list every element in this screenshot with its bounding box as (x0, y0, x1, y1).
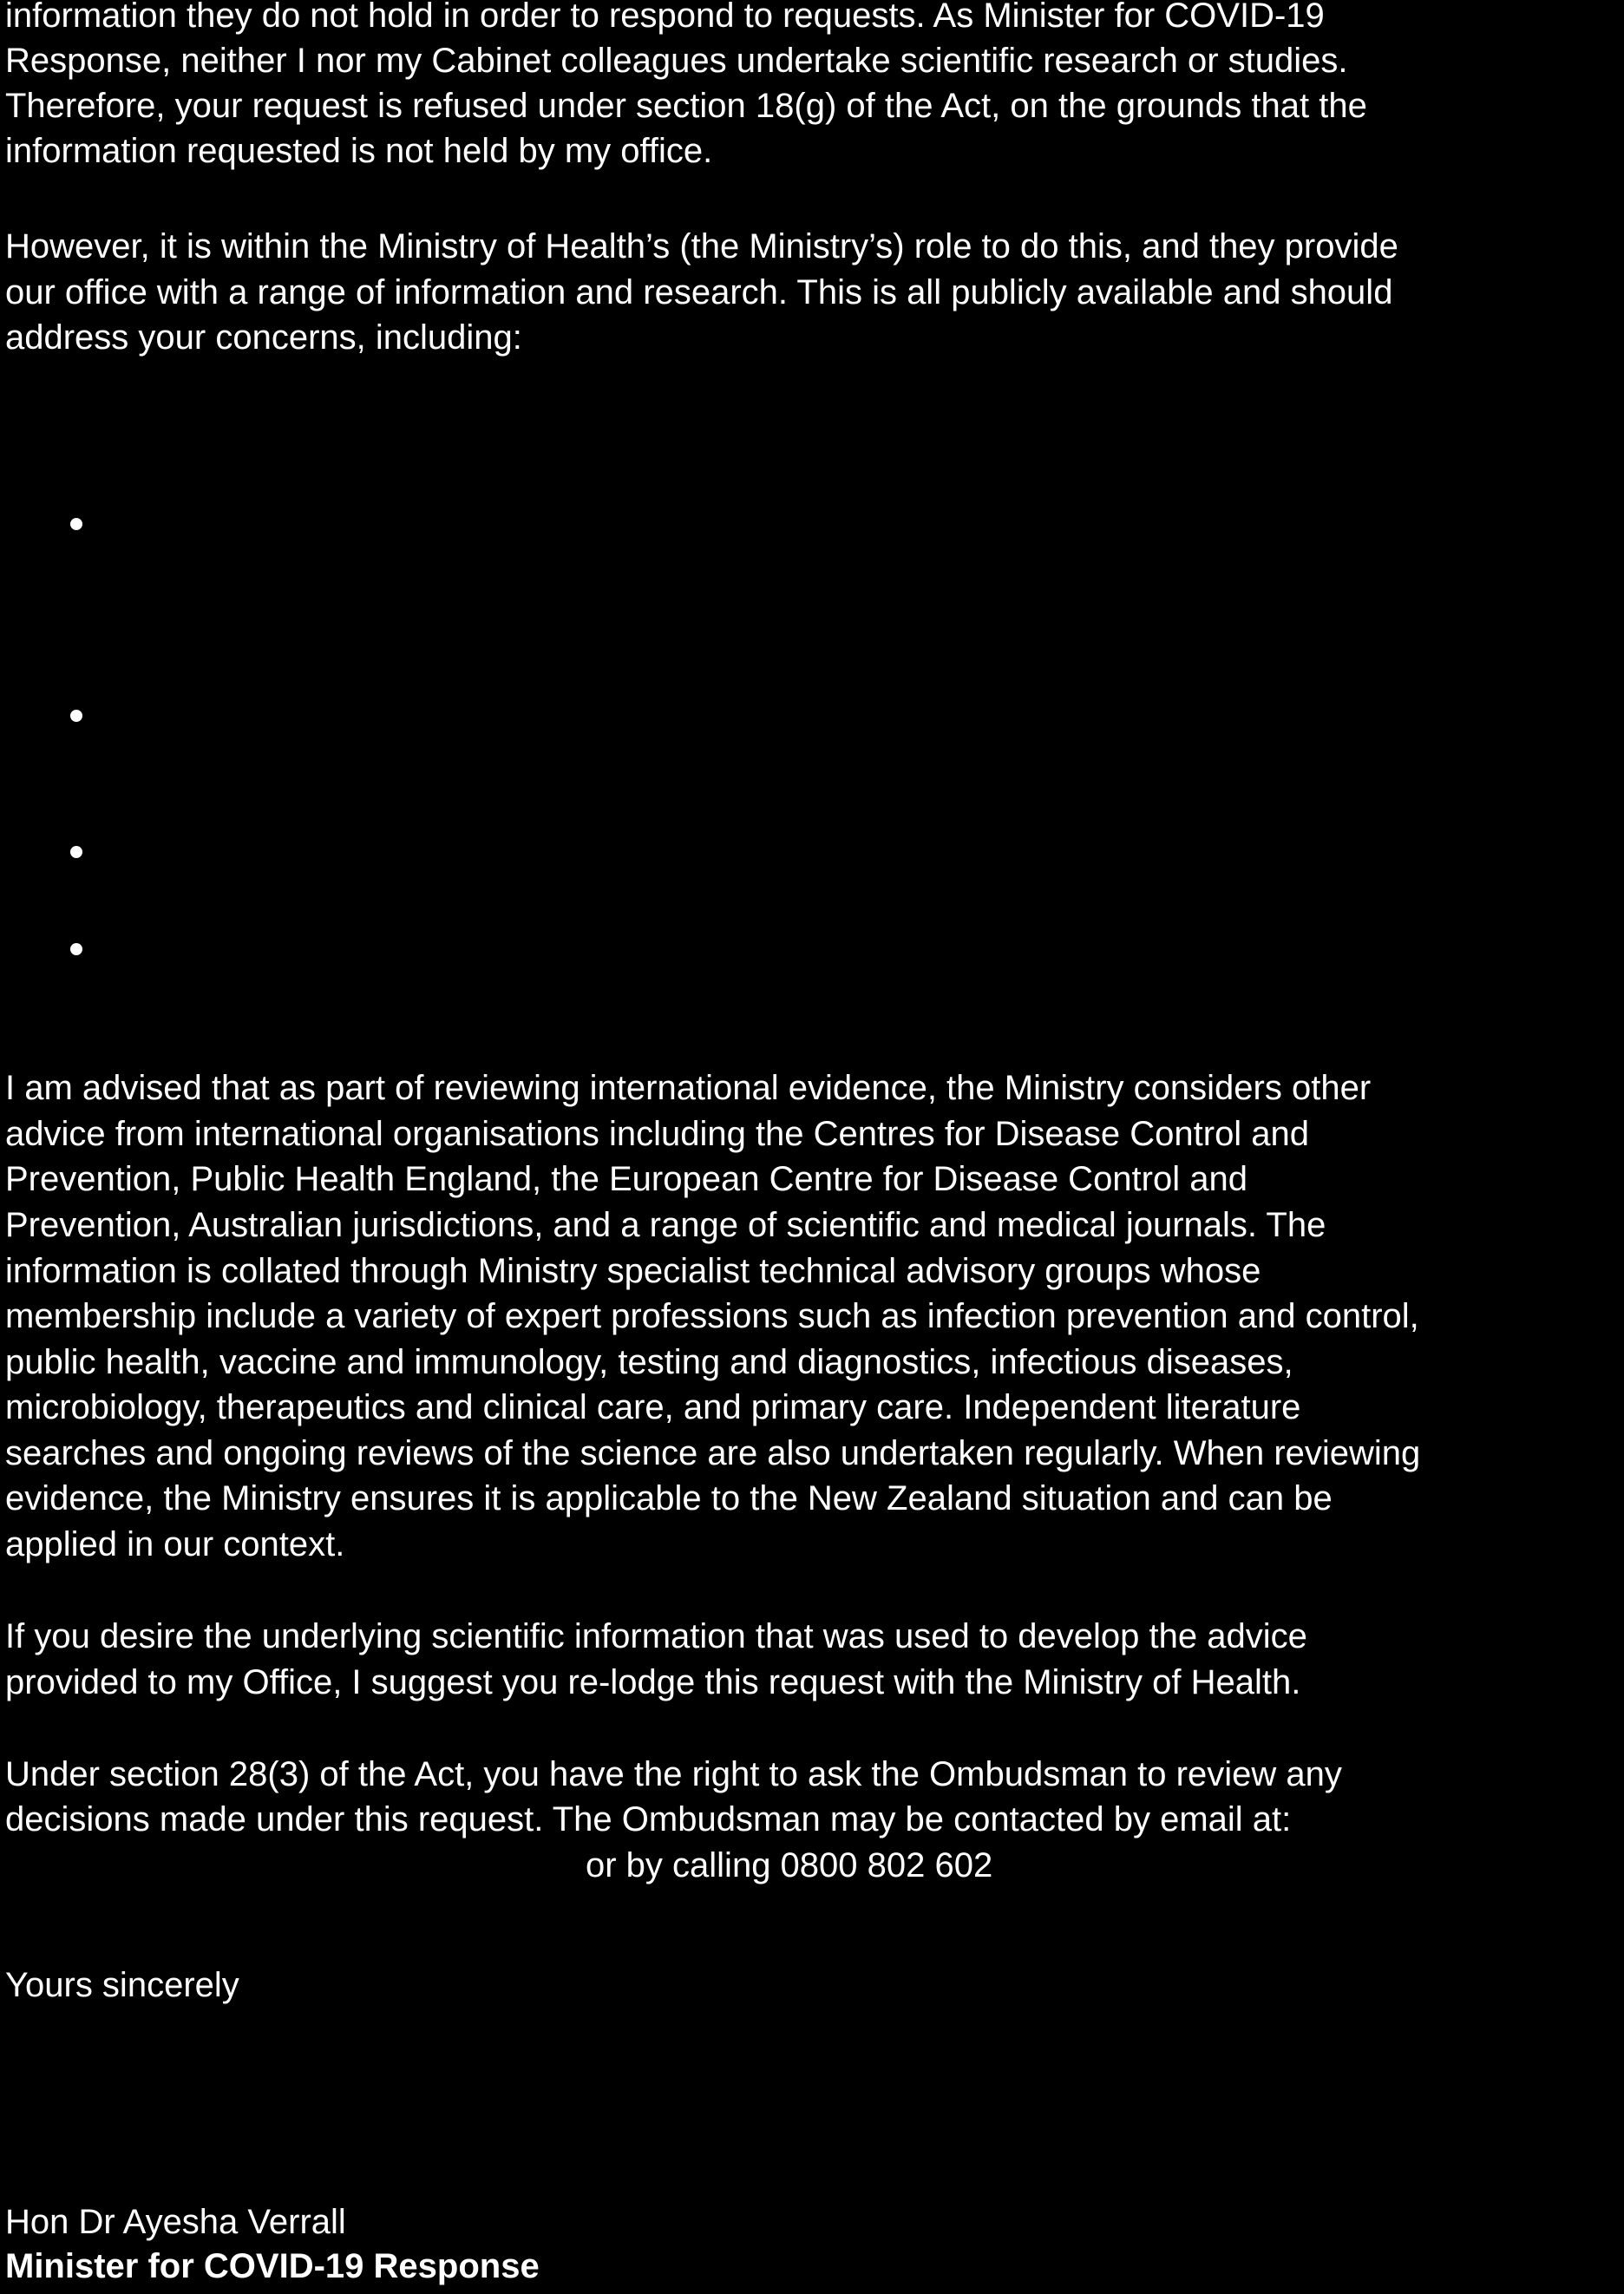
paragraph-3-line-2: advice from international organisations including the Centres for Disease Control and (5, 1115, 1310, 1153)
closing-salutation: Yours sincerely (5, 1966, 239, 2004)
signatory-name: Hon Dr Ayesha Verrall (5, 2203, 346, 2241)
list-bullet-3 (70, 846, 82, 858)
paragraph-4-line-2: provided to my Office, I suggest you re-lodge this request with the Ministry of Health. (5, 1663, 1301, 1701)
paragraph-3-line-11: applied in our context. (5, 1525, 345, 1563)
paragraph-3-line-8: microbiology, therapeutics and clinical care, and primary care. Independent literature (5, 1388, 1301, 1426)
paragraph-2-line-1: However, it is within the Ministry of Health’s (the Ministry’s) role to do this, and they provide (5, 227, 1398, 265)
paragraph-1-line-4: information requested is not held by my office. (5, 132, 713, 170)
paragraph-3-line-6: membership include a variety of expert professions such as infection prevention and control, (5, 1297, 1419, 1335)
paragraph-1-line-1: information they do not hold in order to respond to requests. As Minister for COVID-19 (5, 0, 1325, 35)
paragraph-5-line-2: decisions made under this request. The Ombudsman may be contacted by email at: (5, 1800, 1292, 1838)
signatory-title: Minister for COVID-19 Response (5, 2247, 540, 2285)
paragraph-2-line-3: address your concerns, including: (5, 318, 522, 357)
paragraph-4-line-1: If you desire the underlying scientific information that was used to develop the advice (5, 1617, 1307, 1655)
paragraph-2-line-2: our office with a range of information and research. This is all publicly available and should (5, 273, 1393, 311)
paragraph-3-line-1: I am advised that as part of reviewing international evidence, the Ministry considers other (5, 1069, 1372, 1107)
paragraph-3-line-5: information is collated through Ministry specialist technical advisory groups whose (5, 1252, 1261, 1290)
list-bullet-4 (70, 943, 82, 955)
paragraph-3-line-10: evidence, the Ministry ensures it is applicable to the New Zealand situation and can be (5, 1479, 1333, 1517)
paragraph-1-line-3: Therefore, your request is refused under section 18(g) of the Act, on the grounds that the (5, 87, 1367, 125)
paragraph-1-line-2: Response, neither I nor my Cabinet colleagues undertake scientific research or studies. (5, 42, 1348, 80)
paragraph-3-line-9: searches and ongoing reviews of the science are also undertaken regularly. When reviewing (5, 1434, 1421, 1472)
list-bullet-1 (70, 518, 82, 530)
paragraph-3-line-3: Prevention, Public Health England, the European Centre for Disease Control and (5, 1160, 1247, 1198)
paragraph-3-line-7: public health, vaccine and immunology, testing and diagnostics, infectious diseases, (5, 1343, 1293, 1381)
paragraph-3-line-4: Prevention, Australian jurisdictions, and a range of scientific and medical journals. The (5, 1206, 1326, 1244)
list-bullet-2 (70, 710, 82, 722)
paragraph-5-line-1: Under section 28(3) of the Act, you have the right to ask the Ombudsman to review any (5, 1755, 1342, 1793)
paragraph-5-line-3: or by calling 0800 802 602 (586, 1846, 993, 1884)
